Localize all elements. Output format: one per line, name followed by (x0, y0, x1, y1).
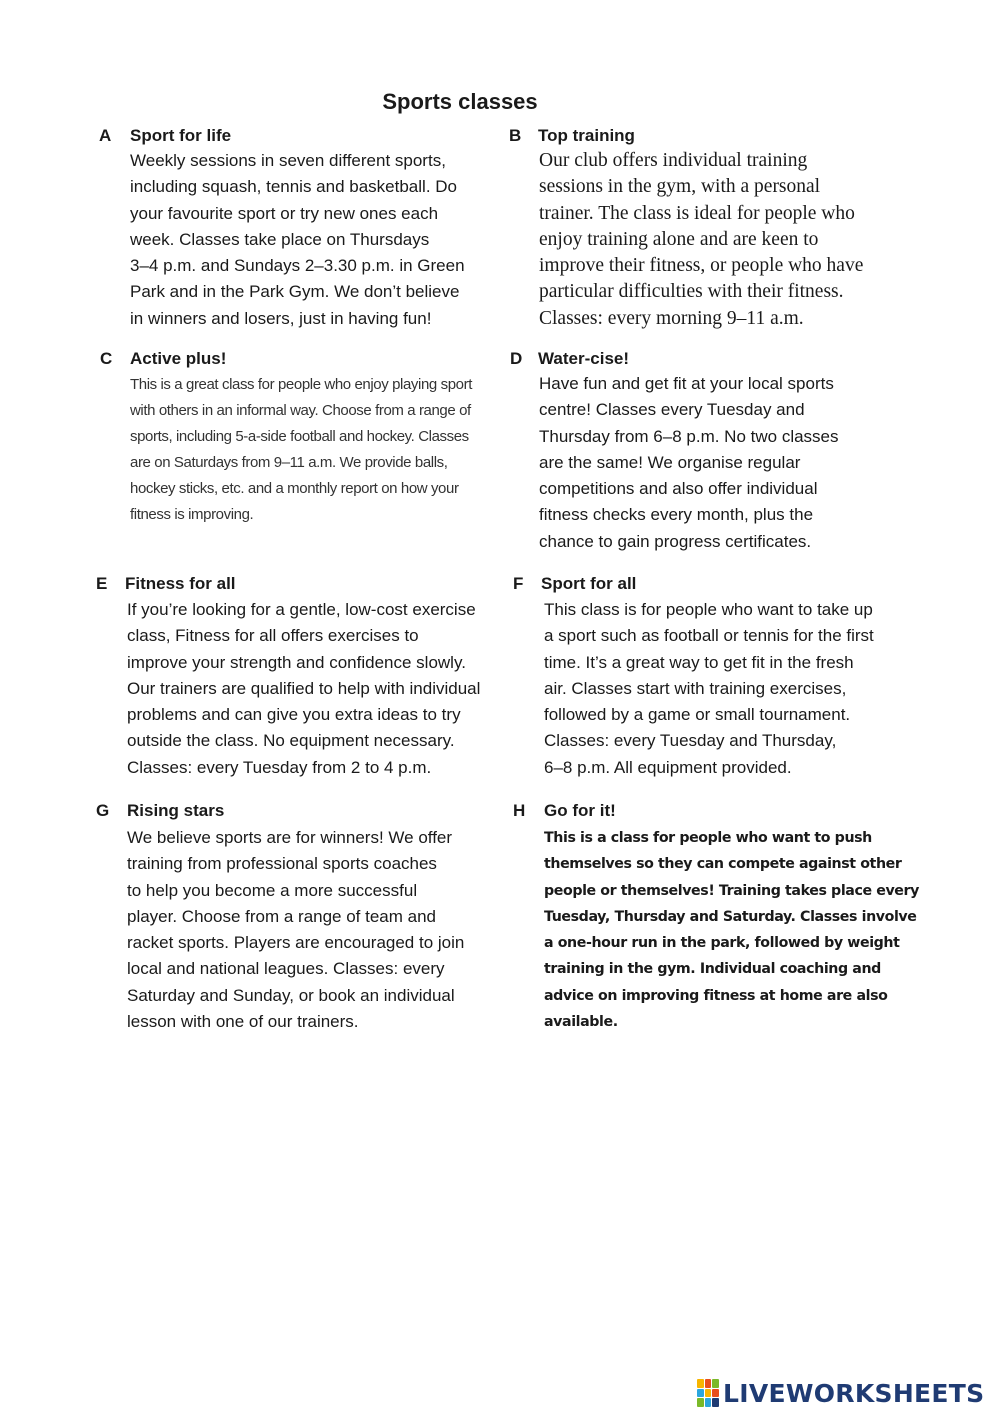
logo-text: LIVEWORKSHEETS (723, 1378, 985, 1408)
section-letter: C (100, 349, 113, 368)
section-heading: Sport for life (130, 126, 232, 145)
section-letter: B (509, 126, 522, 145)
liveworksheets-logo (697, 1377, 984, 1409)
section-body: This class is for people who want to take up a sport such as football or tennis for the first time. It’s a great way to get fit in the fresh air. Classes start with training exercises, followed by a game or small tournament. Classes: every Tuesday and Thursday, 6–8 p.m. All equipment provided. (544, 600, 874, 777)
section-h (513, 801, 923, 1036)
section-body: This is a great class for people who enjoy playing sport with others in an informal way. Choose from a range of sports, including 5-a-side football and hockey. Classes are on Saturdays from 9–11 a.m. We provide balls, hockey sticks, etc. and a monthly report on how your fitness is improving. (130, 376, 472, 523)
section-body: Have fun and get fit at your local sports centre! Classes every Tuesday and Thursday from 6–8 p.m. No two classes are the same! We organise regular competitions and also offer individual fitness checks every month, plus the chance to gain progress certificates. (539, 374, 839, 551)
section-f (513, 574, 913, 784)
section-heading: Rising stars (127, 801, 225, 820)
section-letter: E (96, 574, 108, 593)
section-heading: Fitness for all (125, 574, 236, 593)
section-a (99, 126, 499, 336)
section-letter: H (513, 801, 526, 820)
section-letter: A (99, 126, 112, 145)
section-body: If you’re looking for a gentle, low-cost exercise class, Fitness for all offers exercises to improve your strength and confidence slowly. Our trainers are qualified to help with individual problems and can give you extra ideas to try outside the class. No equipment necessary. Classes: every Tuesday from 2 to 4 p.m. (127, 600, 481, 777)
section-heading: Active plus! (130, 349, 227, 368)
logo-mark-icon (697, 1379, 719, 1407)
section-heading: Go for it! (544, 801, 616, 820)
section-body: Weekly sessions in seven different sports, including squash, tennis and basketball. Do your favourite sport or try new ones each week. Classes take place on Thursdays 3–4 p.m. and Sundays 2–3.30 p.m. in Green Park and in the Park Gym. We don’t believe in winners and losers, just in having fun! (130, 151, 465, 328)
section-body: We believe sports are for winners! We offer training from professional sports coaches to help you become a more successful player. Choose from a range of team and racket sports. Players are encouraged to join local and national leagues. Classes: every Saturday and Sunday, or book an individual lesson with one of our trainers. (127, 828, 465, 1032)
section-letter: D (510, 349, 523, 368)
section-g (96, 801, 506, 1036)
section-e (96, 574, 506, 784)
section-heading: Water-cise! (538, 349, 630, 368)
section-letter: F (513, 574, 524, 593)
section-body: Our club offers individual training sessions in the gym, with a personal trainer. The class is ideal for people who enjoy training alone and are keen to improve their fitness, or people who have particular difficulties with their fitness. Classes: every morning 9–11 a.m. (539, 150, 864, 329)
section-body: This is a class for people who want to push themselves so they can compete against other people or themselves! Training takes place every Tuesday, Thursday and Saturday. Classes involve a one-hour run in the park, followed by weight training in the gym. Individual coaching and advice on improving fitness at home are also available. (544, 830, 919, 1031)
section-letter: G (96, 801, 110, 820)
section-b (509, 126, 909, 336)
page-title: Sports classes (382, 89, 538, 114)
section-heading: Sport for all (541, 574, 637, 593)
section-heading: Top training (538, 126, 635, 145)
section-c (100, 349, 500, 529)
section-d (510, 349, 910, 559)
